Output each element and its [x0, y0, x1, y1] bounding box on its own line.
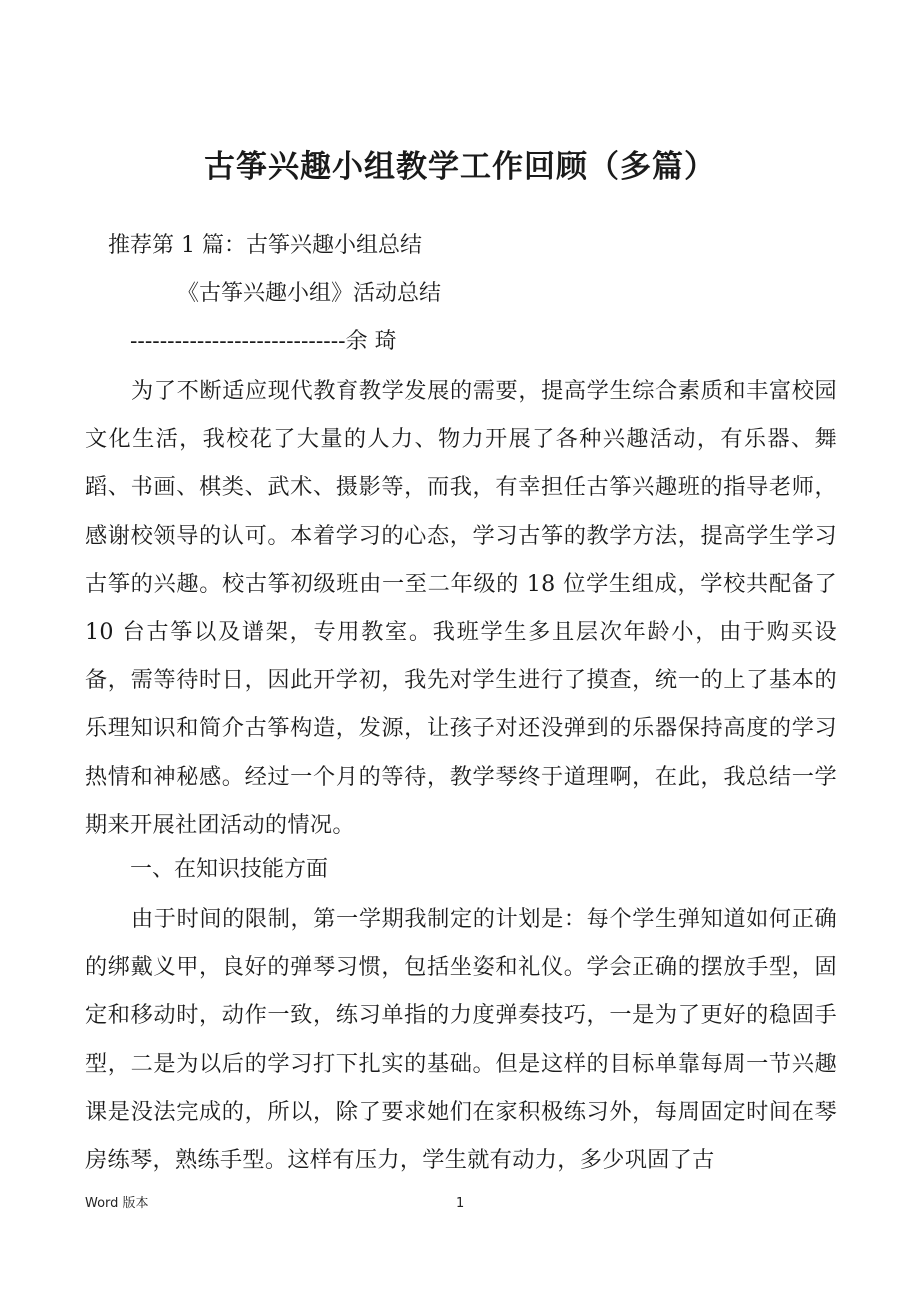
- footer-page-number: 1: [456, 1196, 465, 1211]
- recommended-article-heading: 推荐第 1 篇：古筝兴趣小组总结: [108, 233, 422, 258]
- author-line: -----------------------------余 琦: [130, 329, 397, 354]
- document-title: 古筝兴趣小组教学工作回顾（多篇）: [204, 149, 716, 185]
- footer-version-label: Word 版本: [85, 1196, 149, 1211]
- paragraph-intro: 为了不断适应现代教育教学发展的需要，提高学生综合素质和丰富校园文化生活，我校花了大量的人力、物力开展了各种兴趣活动，有乐器、舞蹈、书画、棋类、武术、摄影等，而我，有幸担任古筝兴趣班的指导老师，感谢校领导的认可。本着学习的心态，学习古筝的教学方法，提高学生学习古筝的兴趣。校古筝初级班由一至二年级的 18 位学生组成，学校共配备了 10 台古筝以及谱架，专用教室。我班学生多且层次年龄小，由于购买设备，需等待时日，因此开学初，我先对学生进行了摸查，统一的上了基本的乐理知识和简介古筝构造，发源，让孩子对还没弹到的乐器保持高度的学习热情和神秘感。经过一个月的等待，教学琴终于道理啊，在此，我总结一学期来开展社团活动的情况。: [85, 378, 837, 838]
- section-heading-knowledge-skills: 一、在知识技能方面: [130, 857, 329, 882]
- section-title: 《古筝兴趣小组》活动总结: [177, 281, 442, 306]
- paragraph-knowledge-skills: 由于时间的限制，第一学期我制定的计划是：每个学生弹知道如何正确的绑戴义甲，良好的弹琴习惯，包括坐姿和礼仪。学会正确的摆放手型，固定和移动时，动作一致，练习单指的力度弹奏技巧，一是为了更好的稳固手型，二是为以后的学习打下扎实的基础。但是这样的目标单靠每周一节兴趣课是没法完成的，所以，除了要求她们在家积极练习外，每周固定时间在琴房练琴，熟练手型。这样有压力，学生就有动力，多少巩固了古: [85, 906, 837, 1174]
